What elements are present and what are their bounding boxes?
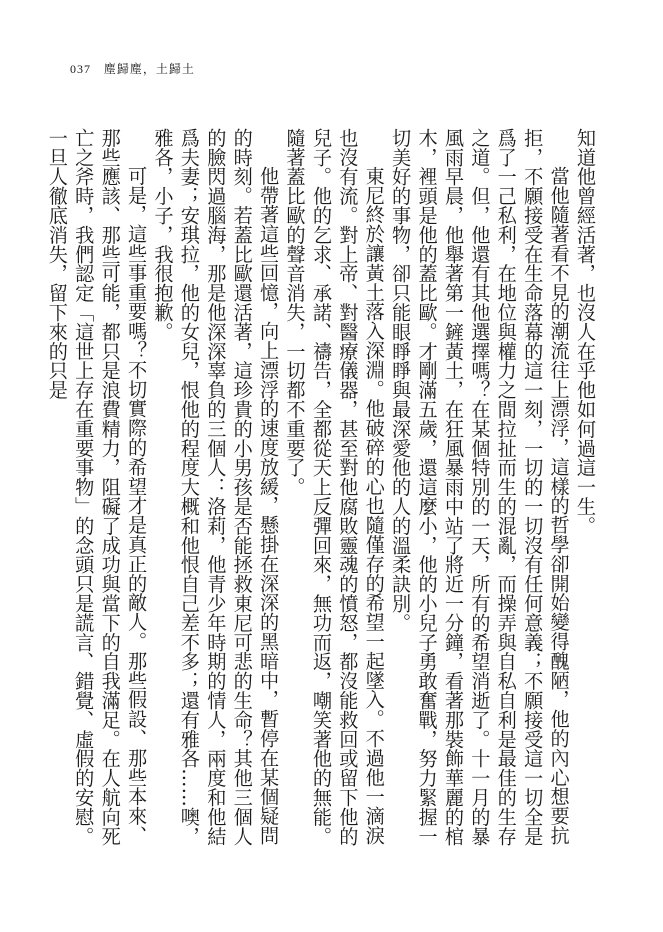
running-header [70,60,195,77]
paragraph: 可是，這些事重要嗎？不切實際的希望才是真正的敵人。那些假設、那些本來、那些應該、那些可能，都只是浪費精力，阻礙了成功與當下的自我滿足。在人航向死亡之斧時，我們認定「這世上存在重要事物」的念頭只是謊言、錯覺、虛假的安慰。一旦人徹底消失，留下來的只是 [45,128,149,846]
page-number: 037 [70,62,91,76]
paragraph: 他帶著這些回憶，向上漂浮的速度放緩，懸掛在深深的黑暗中，暫停在某個疑問的時刻。若蓋比歐還活著，這珍貴的小男孩是否能拯救東尼可悲的生命？其他三個人的臉閃過腦海，那是他深深辜負的三個人：洛莉，他青少年時期的情人，兩度和他結爲夫妻；安琪拉，他的女兒，恨他的程度大概和他恨自己差不多；還有雅各……噢，雅各，小子，我很抱歉。 [151,128,281,846]
paragraph-continuation: 知道他曾經活著，也沒人在乎他如何過這一生。 [574,128,597,536]
vertical-body-text [45,128,598,850]
paragraph: 東尼終於讓黃土落入深淵。他破碎的心也隨僅存的希望一起墜入。不過他一滴淚也沒有流。對上帝、對醫療儀器，甚至對他腐敗靈魂的憤怒，都沒能救回或留下他的兒子。他的乞求、承諾、禱告，全都從天上反彈回來，無功而返，嘲笑著他的無能。隨著蓋比歐的聲音消失，一切都不重要了。 [283,128,386,846]
paragraph: 當他隨著看不見的潮流往上漂浮，這樣的哲學卻開始變得醜陋，他的內心想要抗拒，不願接受在生命落幕的這一刻，一切的一切沒有任何意義；不願接受這一切全是爲了一己私利，在地位與權力之間拉扯而生的混亂，而操弄與自私自利是最佳的生存之道。但，他還有其他選擇嗎？在某個特別的一天，所有的希望消逝了。十一月的暴風雨早晨，他舉著第一鏟黃土，在狂風暴雨中站了將近一分鐘，看著那裝飾華麗的棺木，裡頭是他的蓋比歐。才剛滿五歲，還這麼小，他的小兒子勇敢奮戰，努力緊握一切美好的事物，卻只能眼睜睜與最深愛他的人的溫柔訣別。 [389,128,571,846]
running-title: 塵歸塵，土歸土 [103,62,195,76]
